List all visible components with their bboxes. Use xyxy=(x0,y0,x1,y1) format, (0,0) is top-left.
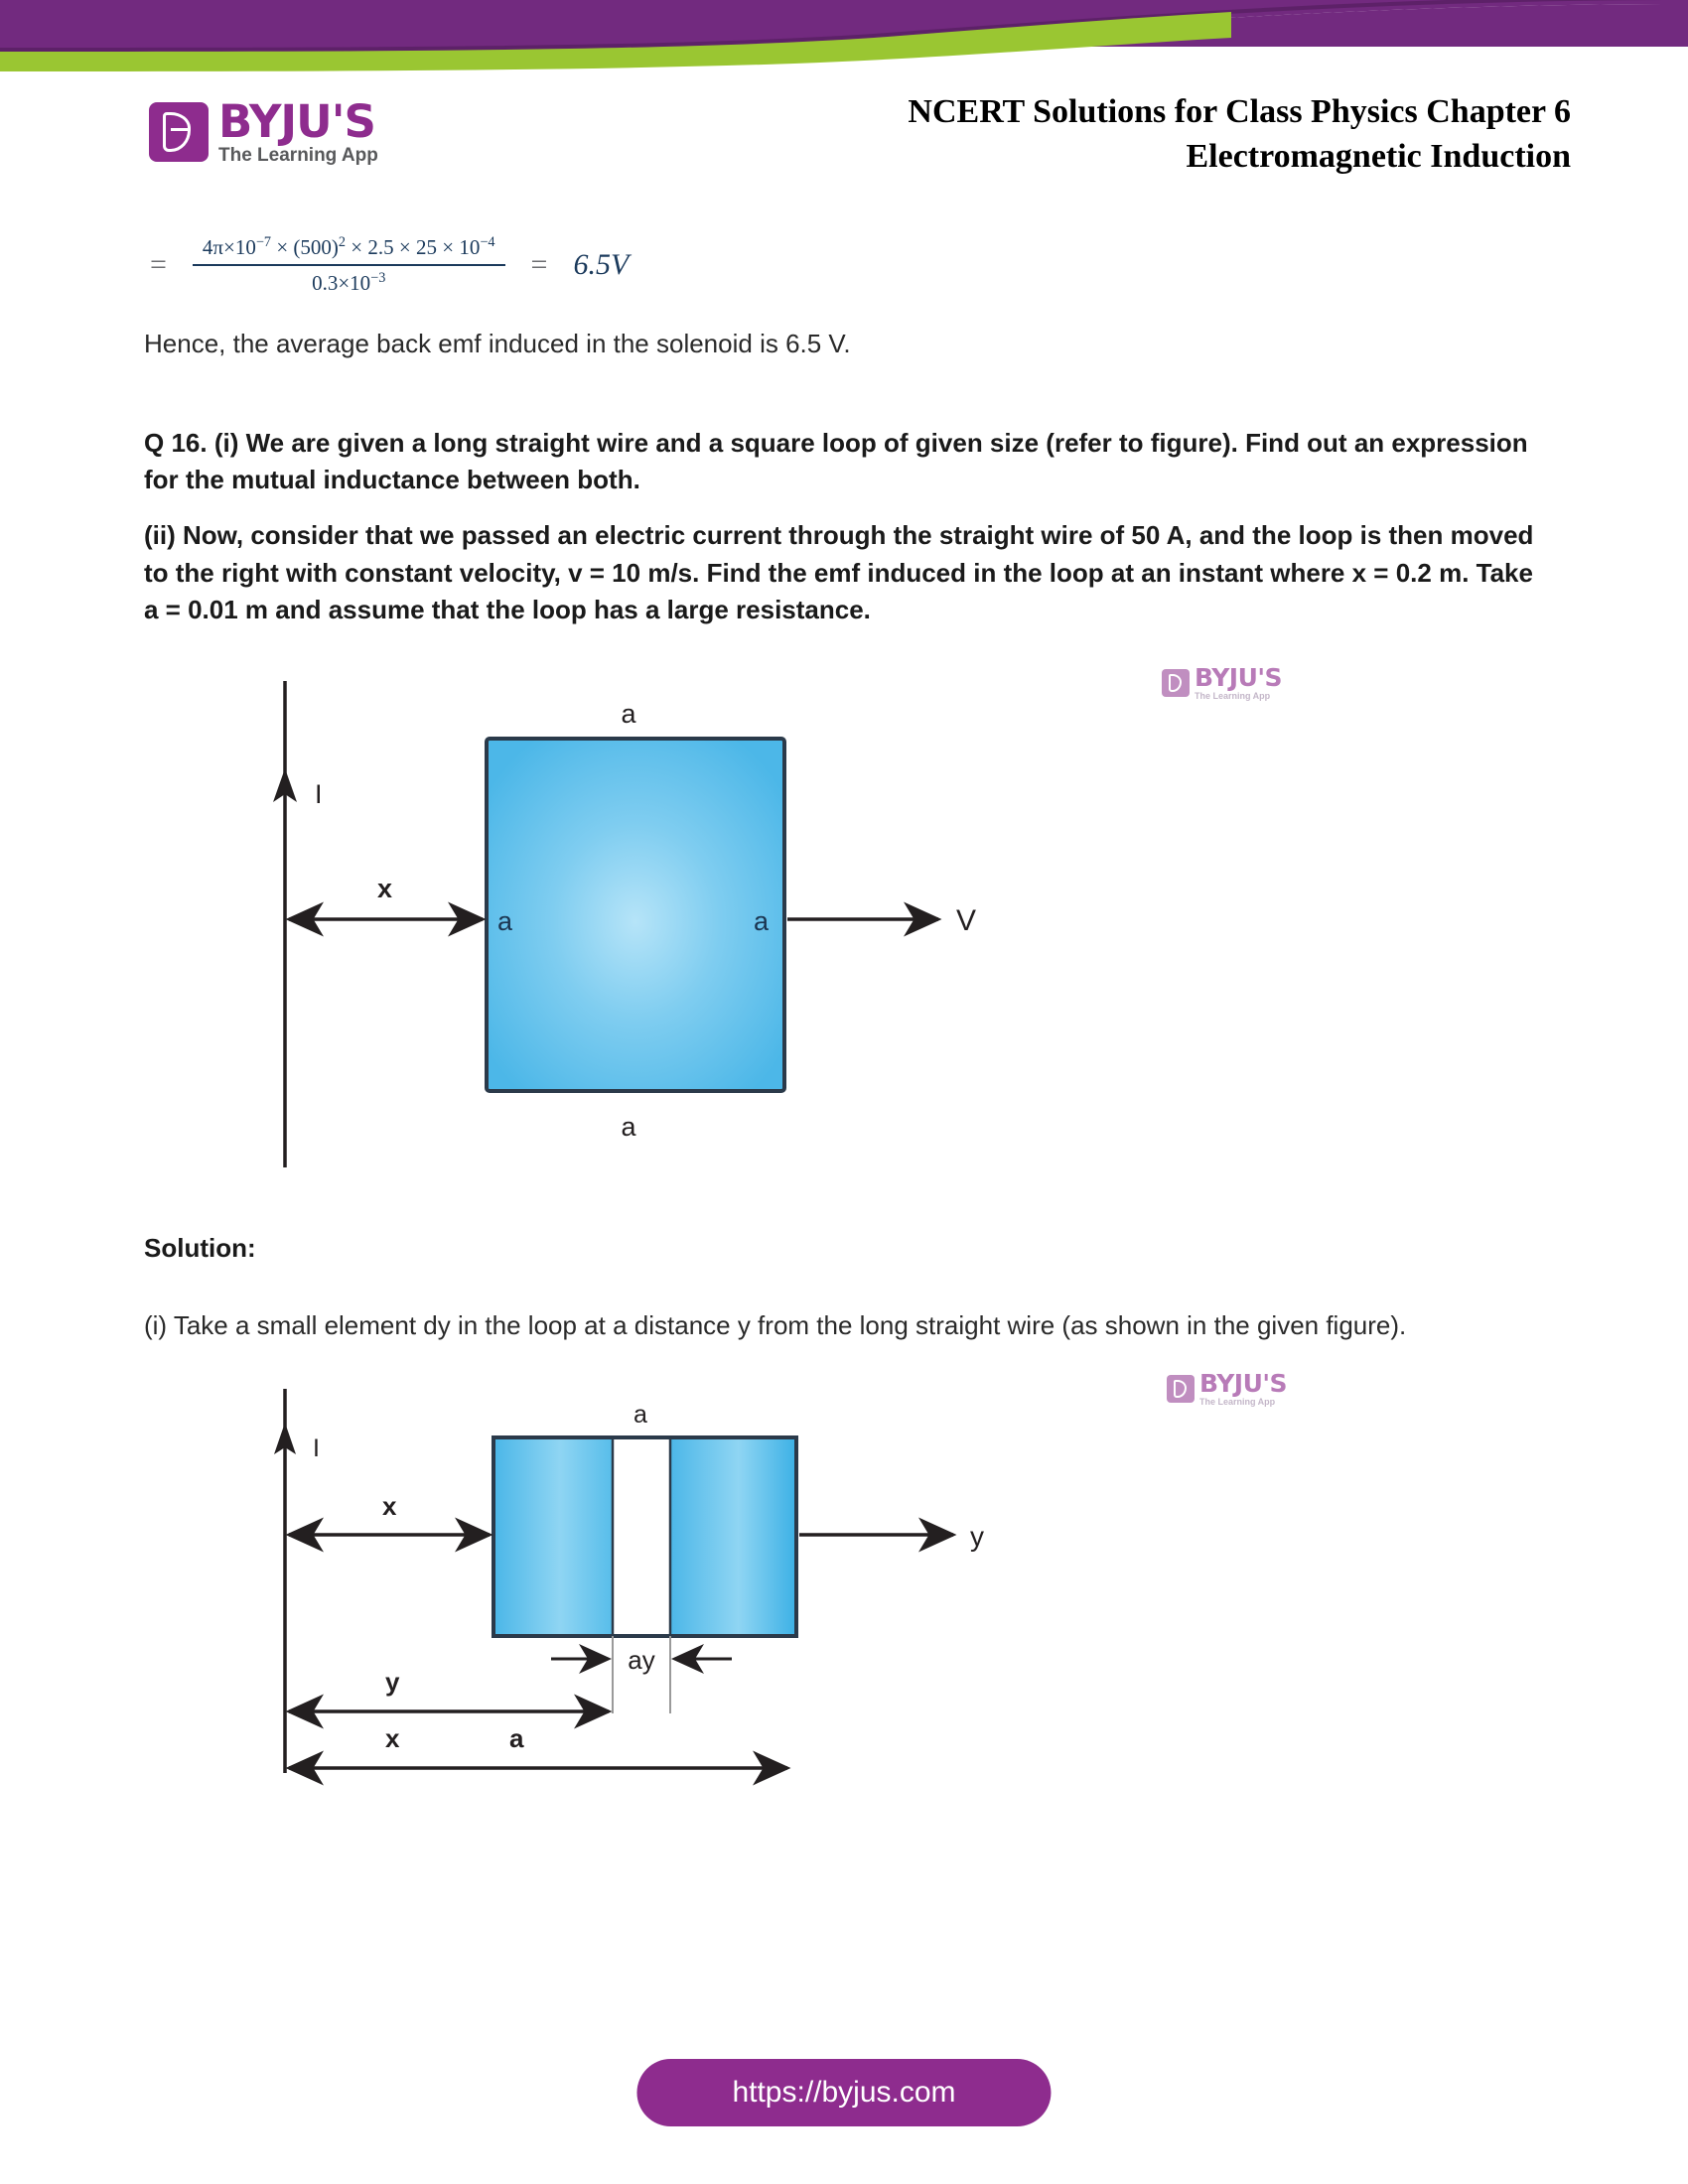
x-dimension-label-2: x xyxy=(382,1490,397,1521)
xa-dimension-label-a: a xyxy=(509,1722,524,1753)
solution-part-i: (i) Take a small element dy in the loop at a distance y from the long straight wire (as shown in the given figure). xyxy=(144,1310,1407,1341)
brand-name: BYJU'S xyxy=(218,95,375,148)
figure-square-loop xyxy=(144,651,1534,1207)
den-part-1: 0.3×10 xyxy=(312,271,371,295)
footer-url-button[interactable]: https://byjus.com xyxy=(636,2059,1051,2126)
page-title-line-1: NCERT Solutions for Class Physics Chapter 6 xyxy=(908,93,1571,130)
loop-left-fill xyxy=(495,1439,613,1634)
formula-result: 6.5V xyxy=(573,248,630,281)
num-part-3: × 2.5 × 25 × 10 xyxy=(346,235,481,259)
formula-equals-left: = xyxy=(150,248,167,281)
page-title-line-2: Electromagnetic Induction xyxy=(1186,138,1571,176)
ay-element-label: ay xyxy=(628,1644,655,1675)
current-label: I xyxy=(315,779,323,810)
page-header xyxy=(0,71,1688,201)
formula-equals-right: = xyxy=(530,248,548,281)
loop-right-fill xyxy=(670,1439,794,1634)
square-loop-rect xyxy=(487,739,784,1091)
figure1-canvas xyxy=(144,651,1534,1207)
watermark-brand-name: BYJU'S xyxy=(1195,663,1283,693)
byjus-logo xyxy=(149,95,378,166)
page-content xyxy=(144,208,1534,1808)
figure-loop-element xyxy=(144,1368,1534,1808)
side-label-bottom: a xyxy=(621,1112,636,1143)
watermark-text-2 xyxy=(1199,1368,1288,1407)
formula-block xyxy=(150,234,1534,296)
side-label-left: a xyxy=(497,906,513,937)
xa-dimension-label-x: x xyxy=(385,1722,400,1753)
question-16-part-i: Q 16. (i) We are given a long straight wire and a square loop of given size (refer to figure). Find out an expression for the mutual inductance between both. xyxy=(144,427,1528,495)
num-exp-3: −4 xyxy=(480,234,495,250)
page-title xyxy=(908,89,1571,179)
formula-numerator xyxy=(193,234,505,266)
current-label-2: I xyxy=(313,1433,320,1462)
watermark-logo-icon xyxy=(1162,669,1190,697)
y-dimension-label: y xyxy=(385,1666,400,1697)
watermark-brand-name-2: BYJU'S xyxy=(1199,1368,1288,1398)
x-dimension-label: x xyxy=(377,874,393,904)
num-exp-1: −7 xyxy=(255,234,272,250)
watermark-logo-icon-2 xyxy=(1167,1375,1195,1403)
figure2-watermark xyxy=(1167,1368,1288,1407)
figure2-canvas xyxy=(144,1368,1534,1808)
side-label-top-2: a xyxy=(633,1400,647,1429)
watermark-tagline: The Learning App xyxy=(1195,691,1271,702)
banner-curve-graphic xyxy=(0,0,1688,71)
byjus-logo-text xyxy=(218,95,378,166)
velocity-label: V xyxy=(956,904,977,938)
num-exp-2: 2 xyxy=(338,234,347,250)
brand-tagline: The Learning App xyxy=(218,145,378,166)
question-16-part-ii: (ii) Now, consider that we passed an electric current through the straight wire of 50 A, and the loop is then moved to the right with constant velocity, v = 10 m/s. Find the emf induced in the loop at an instant where x = 0.2 m. Take a = 0.01 m and assume that the loop has a large resistance. xyxy=(144,520,1534,625)
formula-fraction xyxy=(193,234,505,296)
side-label-top: a xyxy=(621,699,636,730)
num-part-2: × (500) xyxy=(271,235,339,259)
top-banner xyxy=(0,0,1688,71)
watermark-tagline-2: The Learning App xyxy=(1199,1396,1276,1407)
hence-paragraph: Hence, the average back emf induced in the solenoid is 6.5 V. xyxy=(144,329,851,358)
formula-denominator xyxy=(312,266,385,296)
byjus-logo-icon xyxy=(149,102,209,162)
watermark-text xyxy=(1195,665,1282,701)
side-label-right: a xyxy=(754,906,770,937)
den-exp-1: −3 xyxy=(370,270,386,286)
y-axis-label: y xyxy=(970,1520,984,1552)
solution-heading: Solution: xyxy=(144,1233,256,1264)
num-part-1: 4π×10 xyxy=(202,235,256,259)
figure1-watermark xyxy=(1162,665,1282,701)
